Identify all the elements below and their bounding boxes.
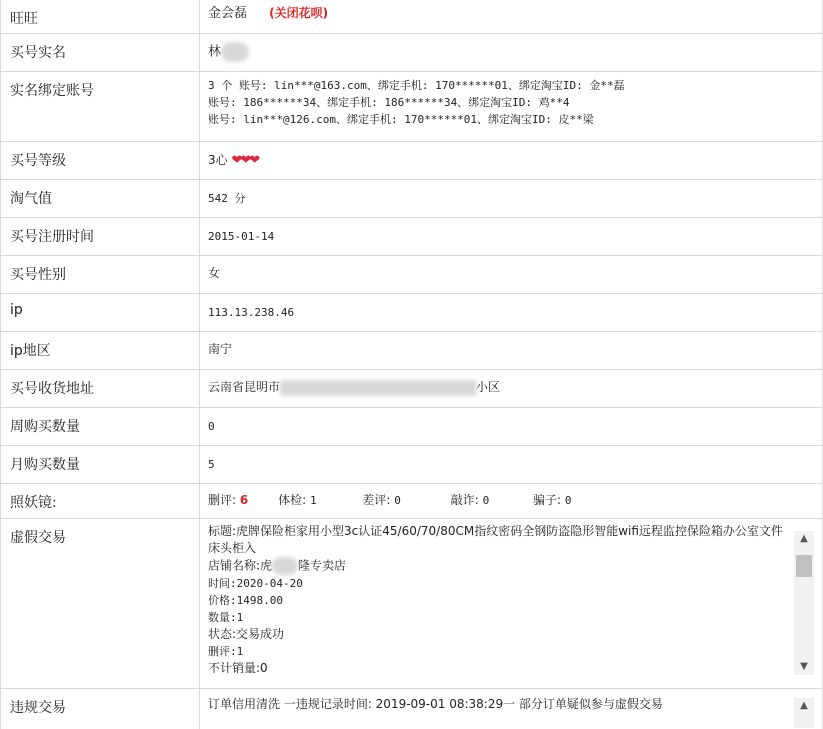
- fake-time: 时间:2020-04-20: [208, 577, 303, 590]
- stat-delete-review: 删评: 6: [208, 493, 249, 507]
- row-level: [1, 141, 822, 179]
- label-fake-trade: 虚假交易: [1, 519, 200, 688]
- address-suffix: 小区: [476, 380, 501, 394]
- label-realname: 买号实名: [1, 34, 200, 71]
- redacted-blur: [280, 380, 476, 396]
- redacted-blur: [221, 42, 249, 62]
- label-gender: 买号性别: [1, 256, 200, 293]
- label-level: 买号等级: [1, 142, 200, 179]
- label-regtime: 买号注册时间: [1, 218, 200, 255]
- fake-not-count: 不计销量:0: [208, 661, 268, 675]
- stat-scammer: 骗子: 0: [533, 493, 572, 507]
- regtime-value: 2015-01-14: [208, 230, 275, 243]
- fake-price: 价格:1498.00: [208, 594, 283, 607]
- bind-line: 3 个 账号: lin***@163.com、绑定手机: 170******01、绑定淘宝ID: 金**磊: [208, 79, 625, 92]
- label-zhaoyao: 照妖镜:: [1, 484, 200, 518]
- ip-value: 113.13.238.46: [208, 306, 295, 319]
- stat-extortion: 敲诈: 0: [450, 493, 490, 507]
- label-violation: 违规交易: [1, 689, 200, 729]
- iparea-value: 南宁: [208, 342, 233, 356]
- row-zhaoyao: [1, 483, 822, 518]
- row-violation: [1, 688, 822, 729]
- row-address: [1, 369, 822, 407]
- fake-delete-review: 删评:1: [208, 645, 244, 658]
- label-taoqi: 淘气值: [1, 180, 200, 217]
- row-iparea: [1, 331, 822, 369]
- violation-text: 订单信用清洗 一违规记录时间: 2019-09-01 08:38:29一 部分订单疑似参与虚假交易: [208, 697, 663, 711]
- address-prefix: 云南省昆明市: [208, 380, 281, 394]
- label-weekly: 周购买数量: [1, 408, 200, 445]
- scroll-down-arrow-icon[interactable]: ▼: [800, 661, 808, 672]
- bind-line: 账号: lin***@126.com、绑定手机: 170******01、绑定淘宝ID: 皮**梁: [208, 113, 594, 126]
- fake-title: 标题:虎牌保险柜家用小型3c认证45/60/70/80CM指纹密码全钢防盗隐形智能wifi远程监控保险箱办公室文件床头柜入: [208, 524, 783, 555]
- row-gender: [1, 255, 822, 293]
- row-fake-trade: [1, 518, 822, 688]
- fake-status: 状态:交易成功: [208, 627, 285, 641]
- heart-level-icon: ❤❤❤: [231, 153, 259, 168]
- label-bind-accounts: 实名绑定账号: [1, 72, 200, 141]
- label-iparea: ip地区: [1, 332, 200, 369]
- gender-value: 女: [208, 266, 221, 280]
- row-ip: [1, 293, 822, 331]
- scrollbar[interactable]: [794, 698, 814, 728]
- row-taoqi: [1, 179, 822, 217]
- row-wangwang: [1, 0, 822, 33]
- bind-line: 账号: 186******34、绑定手机: 186******34、绑定淘宝ID: 鸡**4: [208, 96, 570, 109]
- weekly-value: 0: [208, 420, 215, 433]
- taoqi-value: 542 分: [208, 192, 246, 205]
- row-bind-accounts: [1, 71, 822, 141]
- scroll-up-arrow-icon[interactable]: ▲: [800, 533, 808, 544]
- monthly-value: 5: [208, 458, 215, 471]
- fake-trade-scrollbox[interactable]: [208, 523, 822, 683]
- row-realname: [1, 33, 822, 71]
- fake-shop: 店铺名称:虎 隆专卖店: [208, 557, 784, 575]
- label-address: 买号收货地址: [1, 370, 200, 407]
- stat-check: 体检: 1: [278, 493, 317, 507]
- scrollbar[interactable]: [794, 531, 814, 675]
- wangwang-name: 金会磊: [208, 6, 248, 21]
- stat-bad-review: 差评: 0: [362, 493, 401, 507]
- label-wangwang: 旺旺: [1, 0, 200, 33]
- row-monthly: [1, 445, 822, 483]
- scroll-thumb[interactable]: [796, 555, 812, 577]
- row-regtime: [1, 217, 822, 255]
- row-weekly: [1, 407, 822, 445]
- huabei-status: (关闭花呗): [269, 6, 329, 20]
- scroll-up-arrow-icon[interactable]: ▲: [800, 700, 808, 711]
- label-monthly: 月购买数量: [1, 446, 200, 483]
- fake-quantity: 数量:1: [208, 611, 244, 624]
- label-ip: ip: [1, 294, 200, 331]
- level-value: 3心: [208, 153, 228, 167]
- realname-value: 林: [208, 44, 222, 60]
